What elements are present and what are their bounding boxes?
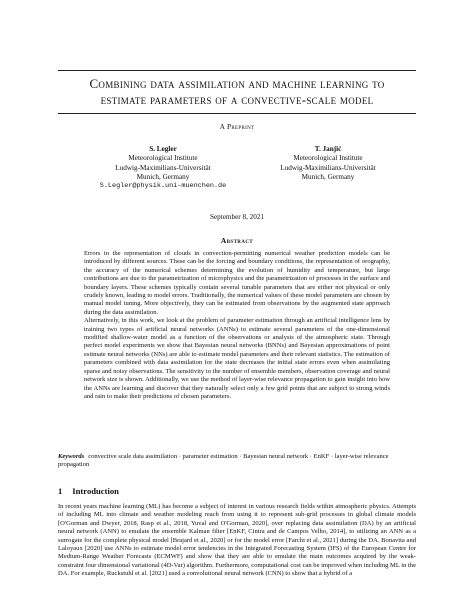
author-institute: Meteorological Institute — [293, 154, 363, 163]
author-university: Ludwig-Maximilians-Universität — [115, 163, 211, 172]
introduction-paragraph: In recent years machine learning (ML) has become a subject of interest in various research fields within atmospheric physics. Attempts of including ML into climate and weather modeling reach from using it to represent sub-grid processes in global climate models [O'Gorman and Dwyer, 2018, Rasp et al., 2018, Yuval and O'Gorman, 2020], over replacing data assimilation (DA) by an artificial neural network (ANN) to emulate the ensemble Kalman filter [EnKF, Cintra and de Campos Velho, 2014], to utilizing an ANN as a surrogate for the complete physical model [Brajard et al., 2020] or for the model error [Farchi et al., 2021] during the DA. Bonavita and Laloyaux [2020] use ANNs to estimate model error tendencies in the Integrated Forecasting System (IFS) of the European Centre for Medium-Range Weather Forecasts (ECMWF) and show that they are able to emulate the main outcomes acquired by the weak-constraint four dimensional variational (4D-Var) algorithm. Furthermore, computational cost can be improved when including ML in the DA. For example, Ruckstuhl et al. [2021] used a convolutional neural network (CNN) to show that a hybrid of a — [58, 503, 416, 578]
author-block-1 — [88, 145, 238, 191]
preprint-label: A Preprint — [219, 122, 255, 131]
keywords-text: convective scale data assimilation · parameter estimation · Bayesian neural network · EnKF · layer-wise relevance propagation — [58, 453, 389, 469]
arxiv-identifier-text — [0, 166, 1, 475]
author-email-link[interactable]: S.Legler@physik.uni-muenchen.de — [99, 182, 227, 191]
section-number: 1 — [58, 486, 63, 496]
author-institute: Meteorological Institute — [128, 154, 198, 163]
keywords-label: Keywords — [58, 453, 85, 460]
title-line-2: estimate parameters of a convective-scale model — [100, 92, 374, 107]
keywords-block — [58, 453, 416, 470]
abstract-body — [84, 250, 390, 401]
paper-title — [40, 76, 434, 108]
author-name: T. Janjić — [314, 145, 342, 153]
abstract-paragraph-1: Errors in the representation of clouds in convection-permitting numerical weather prediction models can be introduced by different sources. These can be the forcing and boundary conditions, the representation of orography, the accuracy of the numerical schemes determining the evolution of humidity and temperature, but large contributions are due to the parametrization of microphysics and the parametrization of processes in the surface and boundary layers. These schemes typically contain several tunable parameters that are either not physical or only crudely known, leading to model errors. Traditionally, the numerical values of these model parameters are chosen by manual model tuning. More objectively, they can be estimated from observations by the augmented state approach during the data assimilation. — [84, 250, 390, 316]
section-title: Introduction — [72, 486, 119, 496]
title-bottom-rule — [58, 113, 416, 114]
author-university: Ludwig-Maximilians-Universität — [280, 163, 376, 172]
author-city: Munich, Germany — [136, 172, 190, 181]
section-heading-introduction — [58, 486, 119, 496]
author-name: S. Legler — [149, 145, 177, 153]
author-city: Munich, Germany — [301, 172, 355, 181]
abstract-paragraph-2: Alternatively, in this work, we look at the problem of parameter estimation through an artificial intelligence lens by training two types of artificial neural networks (ANNs) to estimate several parameters of the one-dimensional modified shallow-water model as a function of the observations or analysis of the atmospheric state. Through perfect model experiments we show that Bayesian neural networks (BNNs) and Bayesian approximations of point estimate neural networks (NNs) are able to estimate model parameters and their relevant statistics. The estimation of parameters combined with data assimilation for the state decreases the initial state errors even when assimilating sparse and noisy observations. The sensitivity to the number of ensemble members, observation coverage and neural network size is shown. Additionally, we use the method of layer-wise relevance propagation to gain insight into how the ANNs are learning and discover that they naturally select only a few grid points that are subject to strong winds and rain to make their predictions of chosen parameters. — [84, 317, 390, 400]
paper-date: September 8, 2021 — [209, 213, 265, 221]
title-line-1: Combining data assimilation and machine learning to — [89, 76, 385, 91]
title-top-rule — [58, 70, 416, 71]
author-block-2 — [258, 145, 398, 182]
abstract-heading: Abstract — [220, 236, 254, 245]
